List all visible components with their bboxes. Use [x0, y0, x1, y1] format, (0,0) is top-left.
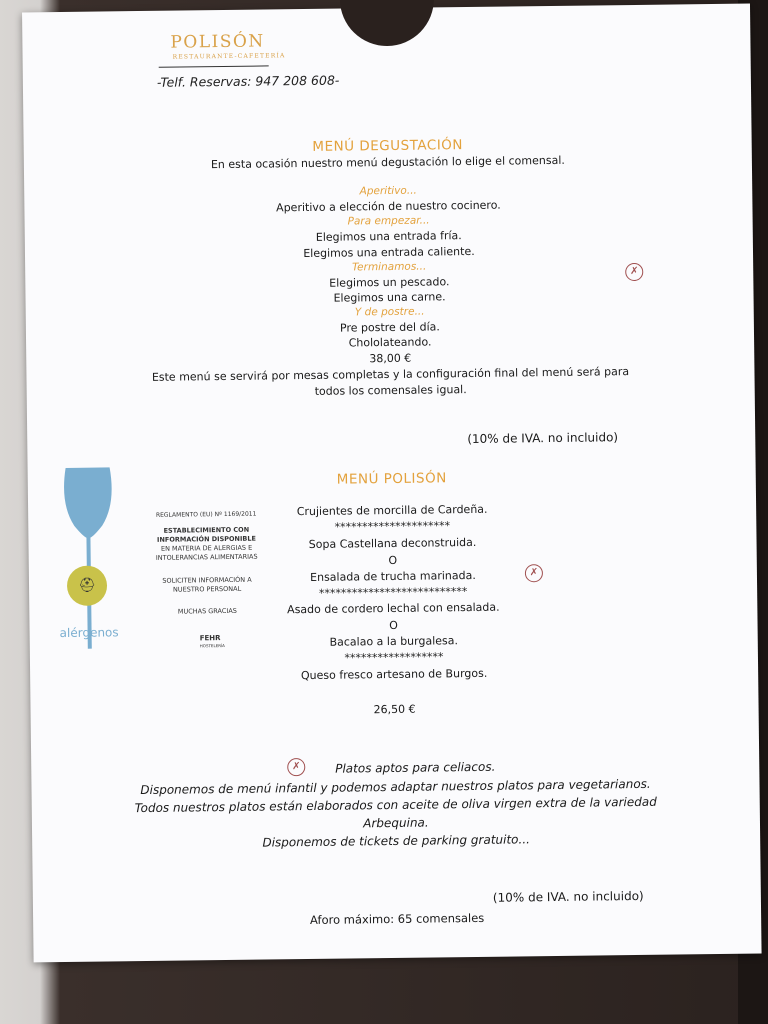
degustacion-note: todos los comensales igual. — [314, 383, 467, 398]
allergen-thanks: MUCHAS GRACIAS — [177, 606, 237, 616]
celiac-note: Platos aptos para celiacos. — [335, 759, 496, 776]
reservation-phone: -Telf. Reservas: 947 208 608- — [156, 72, 340, 90]
iva-note: (10% de IVA. no incluido) — [467, 430, 619, 447]
allergen-notice — [58, 462, 260, 664]
footer-line: Disponemos de menú infantil y podemos adaptar nuestros platos para vegetarianos. — [140, 776, 651, 798]
footer-line: Todos nuestros platos están elaborados con aceite de oliva virgen extra de la variedad — [134, 794, 657, 816]
restaurant-logo: POLISÓN — [170, 31, 265, 53]
allergen-line: INTOLERANCIAS ALIMENTARIAS — [155, 552, 258, 562]
fehr-logo-sub: HOSTELERÍA — [199, 643, 225, 649]
menu-item-or: O — [388, 553, 398, 568]
section-heading: Aperitivo... — [359, 184, 417, 198]
menu-item: Elegimos un pescado. — [329, 275, 450, 290]
gluten-free-icon: ✗ — [287, 758, 305, 776]
menu-item: Aperitivo a elección de nuestro cocinero. — [276, 198, 501, 215]
separator: ****************** — [344, 650, 444, 665]
polison-price: 26,50 € — [373, 702, 416, 717]
logo-divider — [159, 65, 269, 67]
degustacion-title: MENÚ DEGUSTACIÓN — [312, 137, 464, 155]
allergen-line: NUESTRO PERSONAL — [172, 584, 242, 594]
sleeve-notch — [340, 0, 435, 47]
menu-sheet — [22, 4, 762, 963]
allergen-line: SOLICITEN INFORMACIÓN A — [162, 575, 252, 585]
footer-line: Disponemos de tickets de parking gratuito... — [262, 832, 531, 850]
section-heading: Para empezar... — [347, 214, 430, 228]
menu-item: Elegimos una entrada caliente. — [303, 244, 475, 261]
menu-item: Bacalao a la burgalesa. — [329, 634, 459, 649]
menu-item-or: O — [389, 618, 398, 633]
restaurant-logo-subtitle: RESTAURANTE-CAFETERÍA — [172, 52, 286, 61]
menu-item: Chololateando. — [348, 335, 432, 350]
gluten-free-icon: ✗ — [625, 263, 643, 281]
allergen-line: ESTABLECIMIENTO CON — [163, 525, 250, 535]
footer-line: Arbequina. — [363, 815, 429, 831]
allergen-line: EN MATERIA DE ALERGIAS E — [160, 543, 253, 553]
menu-item: Ensalada de trucha marinada. — [310, 568, 476, 584]
fehr-logo: FEHR — [199, 634, 221, 643]
degustacion-price: 38,00 € — [369, 351, 412, 366]
menu-item: Queso fresco artesano de Burgos. — [300, 666, 488, 683]
degustacion-note: Este menú se servirá por mesas completas y la configuración final del menú será para — [151, 365, 630, 384]
separator: ********************* — [334, 519, 451, 534]
menu-item: Elegimos una entrada fría. — [315, 229, 462, 244]
iva-note: (10% de IVA. no incluido) — [492, 888, 644, 905]
gluten-free-icon: ✗ — [525, 564, 543, 582]
allergen-line: INFORMACIÓN DISPONIBLE — [156, 534, 256, 544]
separator: *************************** — [318, 585, 468, 600]
svg-text:⛑: ⛑ — [78, 577, 97, 594]
allergen-regulation: REGLAMENTO (EU) Nº 1169/2011 — [155, 510, 257, 519]
menu-item: Pre postre del día. — [339, 320, 440, 335]
menu-item: Asado de cordero lechal con ensalada. — [287, 600, 500, 617]
allergen-brand: alérgenos — [59, 625, 119, 641]
polison-title: MENÚ POLISÓN — [336, 470, 447, 488]
section-heading: Y de postre... — [354, 305, 425, 319]
menu-item: Elegimos una carne. — [333, 290, 446, 305]
menu-item: Sopa Castellana deconstruida. — [308, 535, 477, 551]
menu-item: Crujientes de morcilla de Cardeña. — [296, 502, 488, 519]
capacity-note: Aforo máximo: 65 comensales — [309, 910, 485, 927]
degustacion-intro: En esta ocasión nuestro menú degustación lo elige el comensal. — [210, 153, 565, 172]
section-heading: Terminamos... — [351, 260, 427, 274]
